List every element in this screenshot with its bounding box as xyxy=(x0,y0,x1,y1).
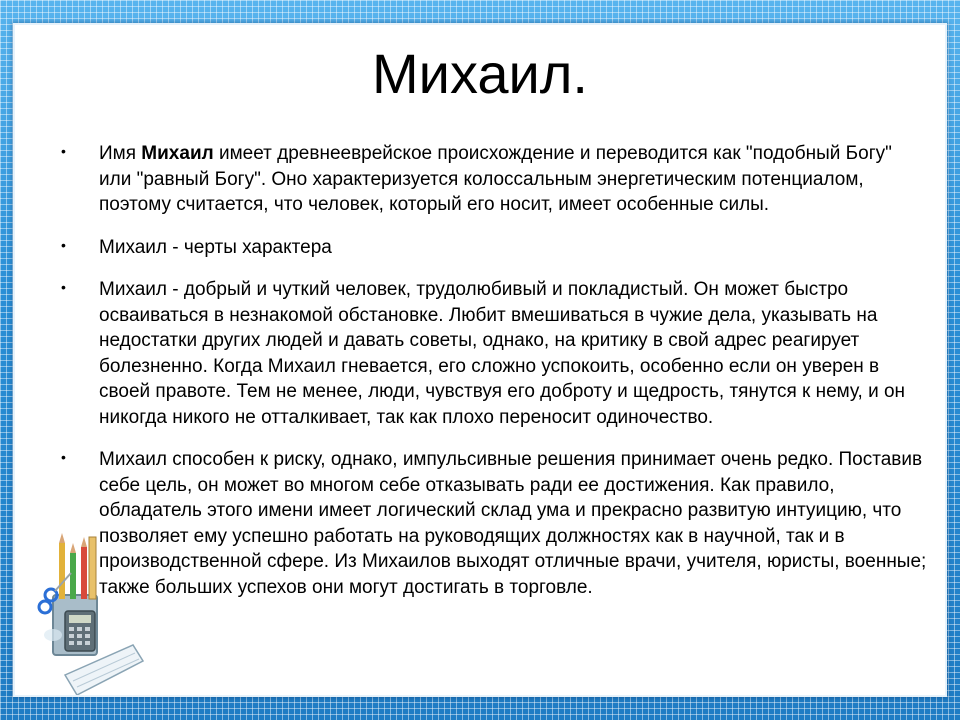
bullet-icon: • xyxy=(61,143,66,159)
bullet-item xyxy=(55,447,927,600)
bullet-item xyxy=(55,277,927,430)
bullet-text-bold: Михаил xyxy=(141,143,214,164)
bullet-item xyxy=(55,141,927,218)
slide xyxy=(15,25,945,695)
bullet-icon: • xyxy=(61,449,66,465)
bullet-list xyxy=(55,141,927,617)
bullet-text: Михаил - добрый и чуткий человек, трудолюбивый и покладистый. Он может быстро осваиваться в незнакомой обстановке. Любит вмешиваться в чужие дела, указывать на недостатки других людей и давать советы, однако, на критику в свой адрес реагирует болезненно. Когда Михаил гневается, его сложно успокоить, особенно если он уверен в своей правоте. Тем не менее, люди, чувствуя его доброту и щедрость, тянутся к нему, и он никогда никого не отталкивает, так как плохо переносит одиночество. xyxy=(99,279,906,428)
slide-title: Михаил. xyxy=(372,42,588,105)
bullet-text-lead: Имя xyxy=(99,143,142,164)
bullet-text: Михаил - черты характера xyxy=(99,236,332,258)
bullet-text-rest: имеет древнееврейское происхождение и переводится как "подобный Богу" или "равный Богу". Оно характеризуется колоссальным энергетическим потенциалом, поэтому считается, что человек, который его носит, имеет особенные силы. xyxy=(99,143,892,215)
bullet-icon: • xyxy=(61,279,66,295)
bullet-item xyxy=(55,235,927,261)
bullet-icon: • xyxy=(61,236,66,253)
bullet-text: Михаил способен к риску, однако, импульсивные решения принимает очень редко. Поставив себе цель, он может во многом себе отказывать ради ее достижения. Как правило, обладатель этого имени имеет логический склад ума и прекрасно развитую интуицию, что позволяет ему успешно работать на руководящих должностях как в научной, так и в производственной сфере. Из Михаилов выходят отличные врачи, учителя, юристы, военные; также больших успехов они могут достигать в торговле. xyxy=(99,449,927,598)
